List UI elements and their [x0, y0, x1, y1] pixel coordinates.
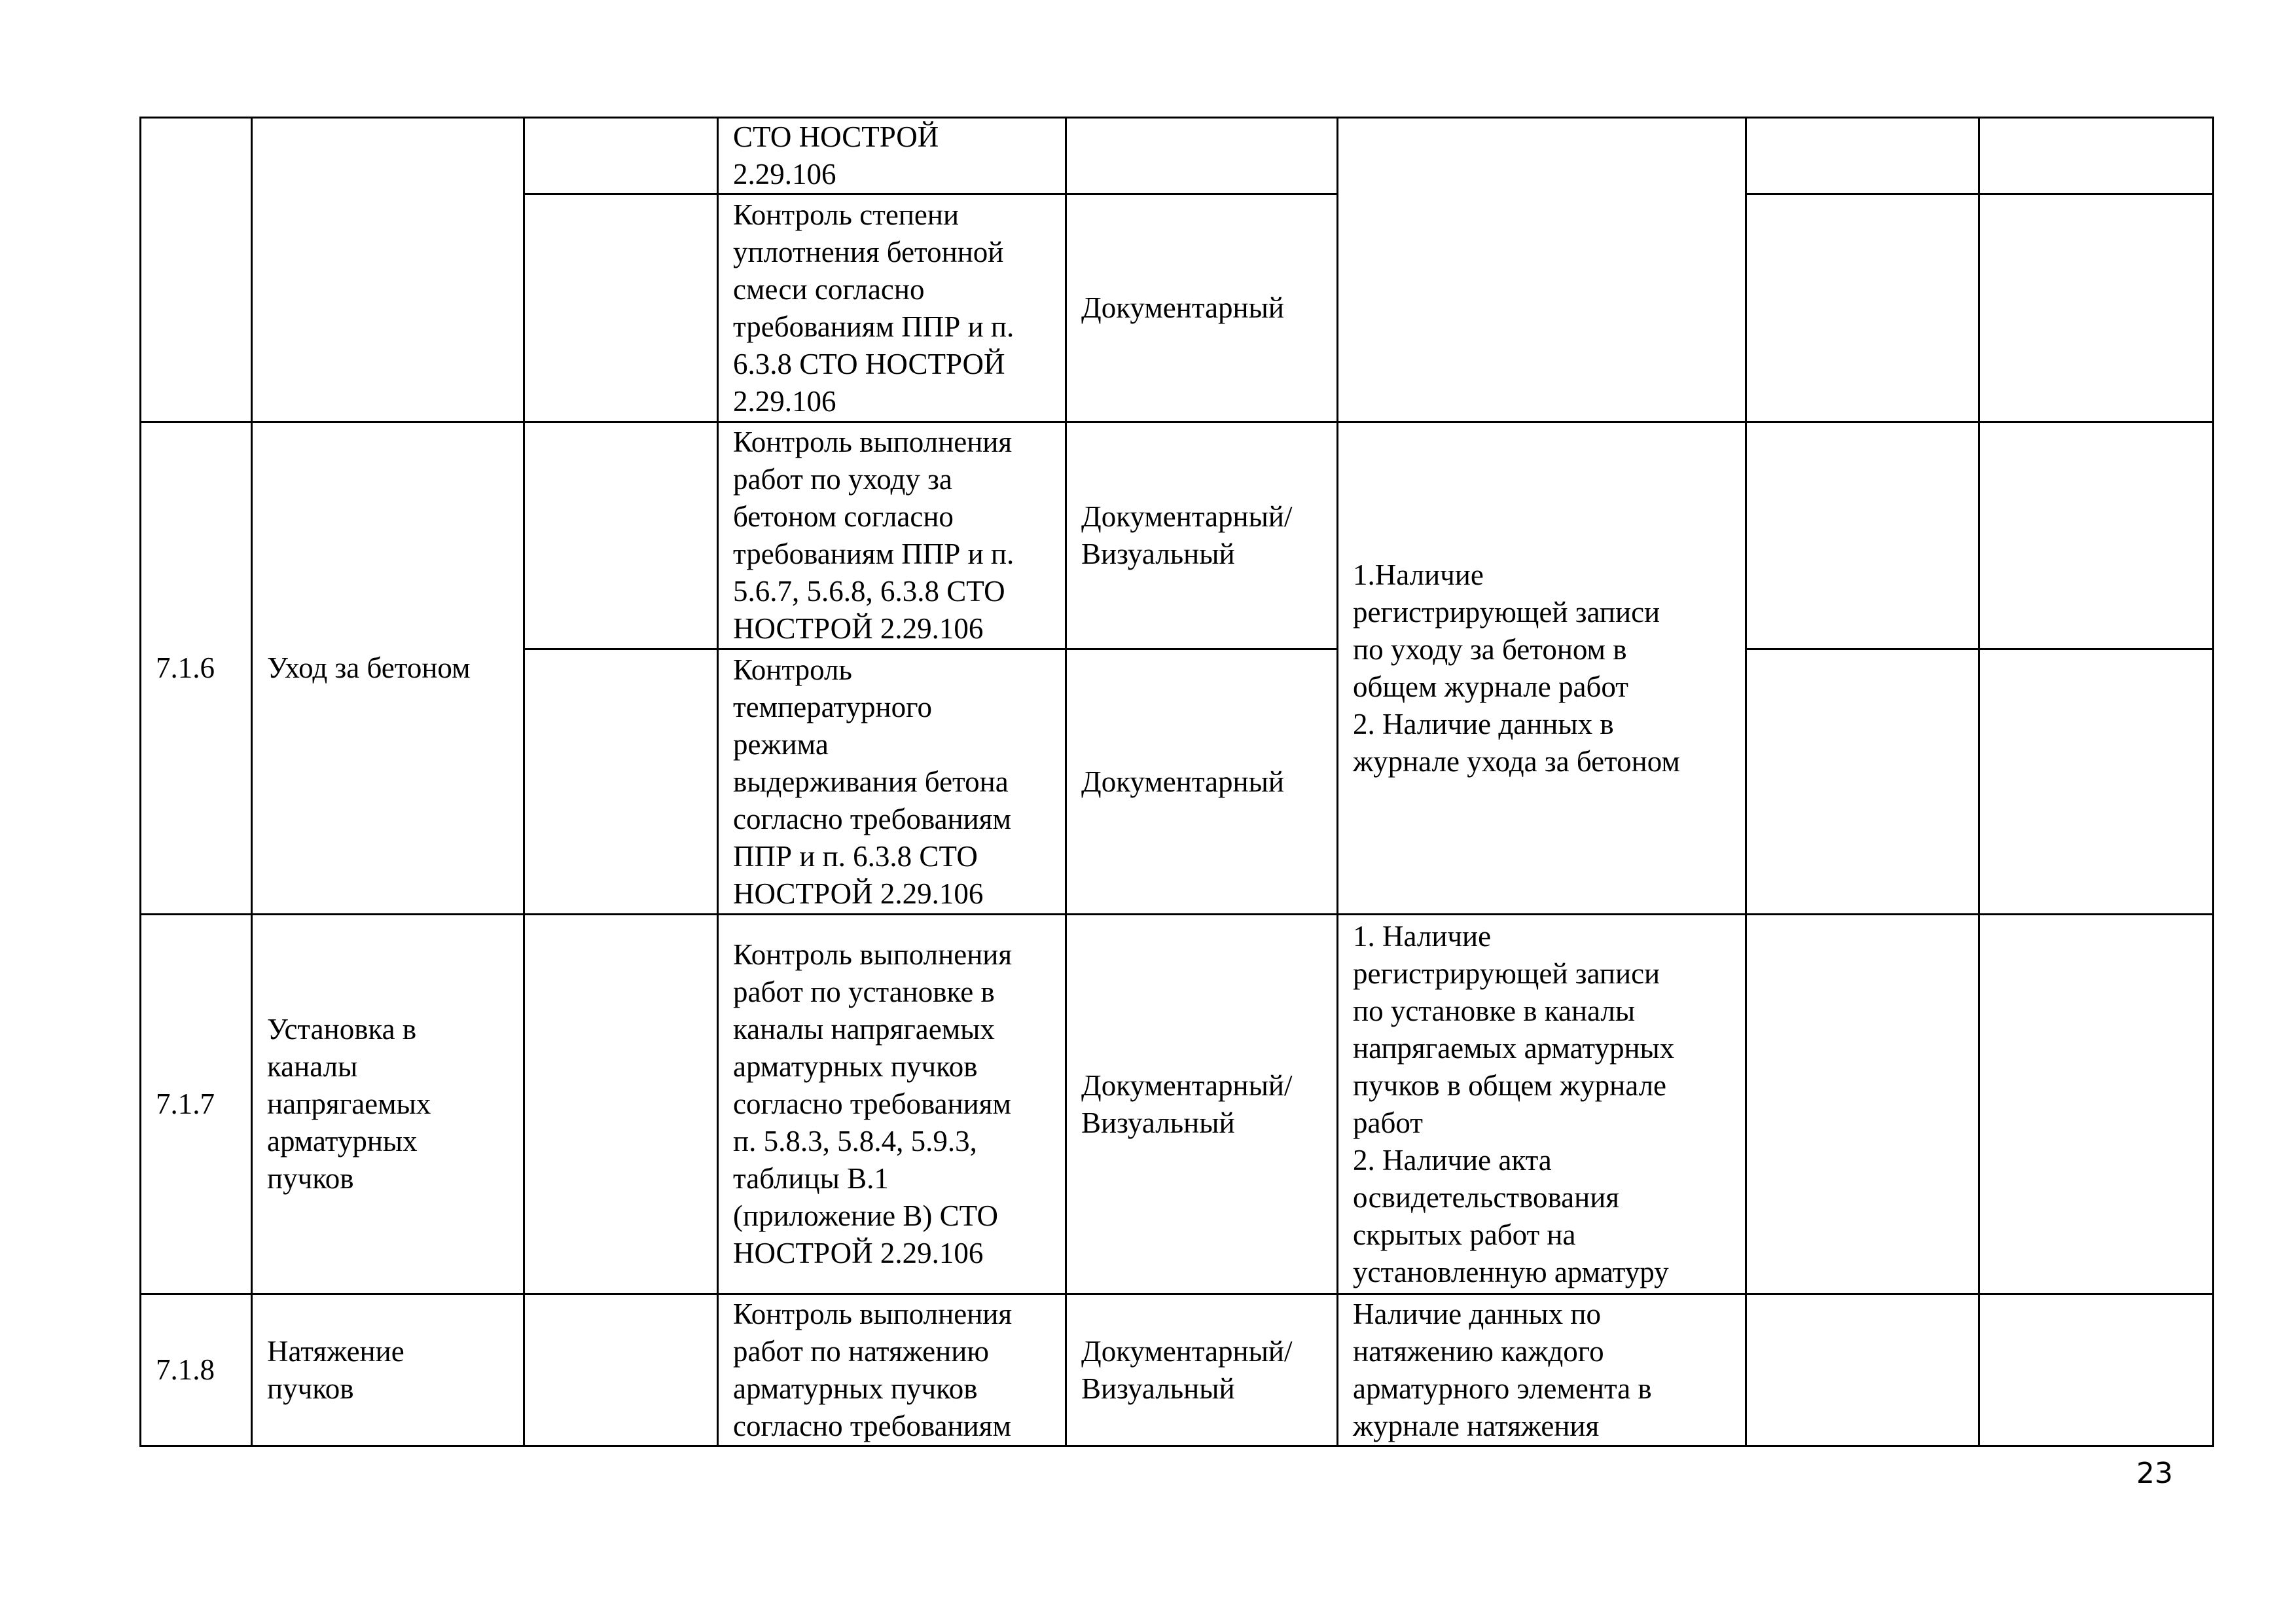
number-cell [141, 118, 252, 422]
blank-cell [1746, 915, 1979, 1294]
check-cell: Контроль степени уплотнения бетонной смеси согласно требованиям ППР и п. 6.3.8 СТО НОСТРОЙ 2.29.106 [718, 194, 1066, 422]
page-number: 23 [2136, 1457, 2173, 1490]
blank-cell [524, 422, 718, 649]
table-row [141, 118, 2214, 194]
result-cell: Наличие данных по натяжению каждого арматурного элемента в журнале натяжения [1338, 1294, 1746, 1446]
blank-cell [1979, 118, 2214, 194]
row-number: 7.1.8 [141, 1294, 252, 1446]
blank-cell [524, 915, 718, 1294]
name-cell [252, 118, 524, 422]
row-number: 7.1.7 [141, 915, 252, 1294]
blank-cell [524, 649, 718, 915]
blank-cell [524, 194, 718, 422]
method-cell: Документарный/ Визуальный [1066, 915, 1338, 1294]
work-name: Натяжение пучков [252, 1294, 524, 1446]
work-name: Уход за бетоном [252, 422, 524, 915]
blank-cell [1979, 422, 2214, 649]
check-cell: Контроль температурного режима выдерживания бетона согласно требованиям ППР и п. 6.3.8 СТО НОСТРОЙ 2.29.106 [718, 649, 1066, 915]
result-cell: 1.Наличие регистрирующей записи по уходу за бетоном в общем журнале работ 2. Наличие данных в журнале ухода за бетоном [1338, 422, 1746, 915]
work-name: Установка в каналы напрягаемых арматурных пучков [252, 915, 524, 1294]
blank-cell [1746, 422, 1979, 649]
blank-cell [1979, 915, 2214, 1294]
inspection-table [139, 117, 2214, 1447]
blank-cell [524, 118, 718, 194]
check-cell: Контроль выполнения работ по натяжению арматурных пучков согласно требованиям [718, 1294, 1066, 1446]
check-cell: СТО НОСТРОЙ 2.29.106 [718, 118, 1066, 194]
row-number: 7.1.6 [141, 422, 252, 915]
table-row [141, 915, 2214, 1294]
blank-cell [1979, 1294, 2214, 1446]
method-cell: Документарный/ Визуальный [1066, 1294, 1338, 1446]
blank-cell [1979, 194, 2214, 422]
method-cell [1066, 118, 1338, 194]
result-cell: 1. Наличие регистрирующей записи по установке в каналы напрягаемых арматурных пучков в общем журнале работ 2. Наличие акта освидетельствования скрытых работ на установленную арматуру [1338, 915, 1746, 1294]
blank-cell [1746, 1294, 1979, 1446]
blank-cell [1746, 649, 1979, 915]
blank-cell [1746, 194, 1979, 422]
table-row [141, 422, 2214, 649]
result-cell [1338, 118, 1746, 422]
method-cell: Документарный/ Визуальный [1066, 422, 1338, 649]
blank-cell [524, 1294, 718, 1446]
method-cell: Документарный [1066, 194, 1338, 422]
table-row [141, 1294, 2214, 1446]
blank-cell [1979, 649, 2214, 915]
blank-cell [1746, 118, 1979, 194]
method-cell: Документарный [1066, 649, 1338, 915]
check-cell: Контроль выполнения работ по установке в каналы напрягаемых арматурных пучков согласно требованиям п. 5.8.3, 5.8.4, 5.9.3, таблицы В.1 (приложение В) СТО НОСТРОЙ 2.29.106 [718, 915, 1066, 1294]
check-cell: Контроль выполнения работ по уходу за бетоном согласно требованиям ППР и п. 5.6.7, 5.6.8, 6.3.8 СТО НОСТРОЙ 2.29.106 [718, 422, 1066, 649]
